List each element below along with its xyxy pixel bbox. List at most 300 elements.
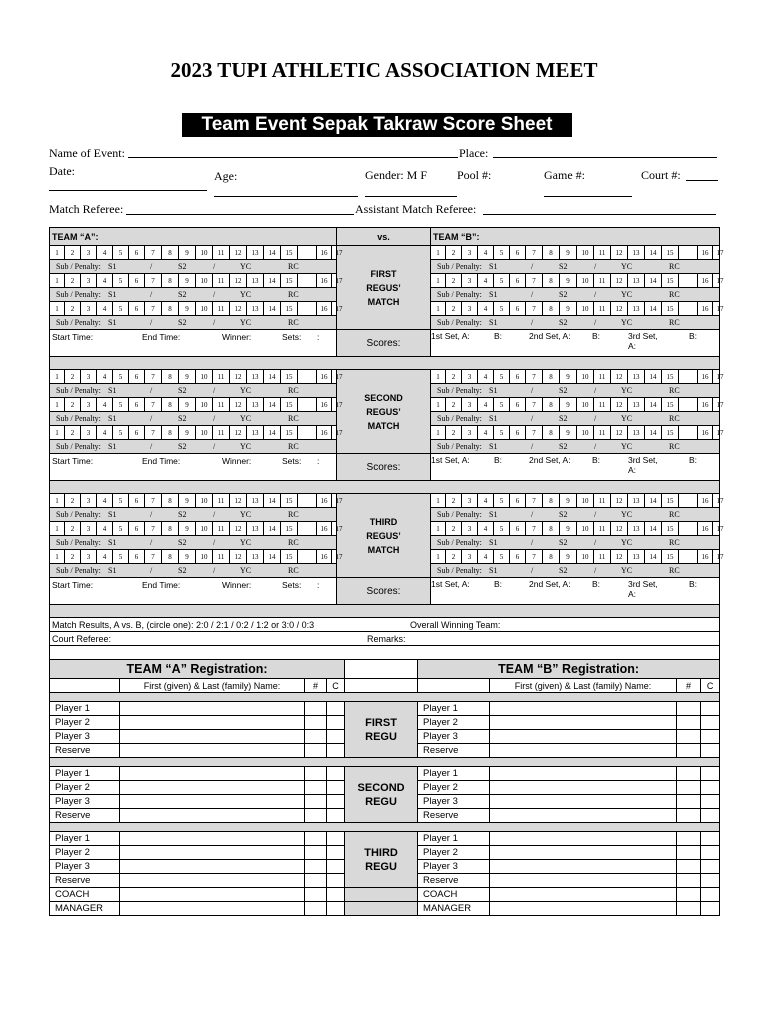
point-box[interactable]: 4	[97, 274, 113, 287]
assistant-referee-line[interactable]	[483, 214, 716, 215]
team-a-cell[interactable]	[50, 302, 343, 316]
sub-penalty-row[interactable]	[50, 536, 336, 549]
sub-penalty-row[interactable]	[50, 316, 336, 329]
point-box[interactable]: 7	[526, 522, 543, 535]
point-box[interactable]: 14	[264, 370, 281, 383]
point-box[interactable]: 7	[145, 246, 162, 259]
point-box[interactable]: 15	[281, 246, 298, 259]
point-box[interactable]: 1	[50, 398, 65, 411]
gender-line[interactable]	[365, 196, 457, 197]
sub-penalty-row[interactable]	[50, 260, 336, 273]
point-box[interactable]: 6	[510, 426, 526, 439]
point-box[interactable]: 4	[478, 246, 494, 259]
entry-cell[interactable]	[305, 832, 327, 846]
point-box[interactable]: 17	[332, 522, 347, 535]
point-box[interactable]: 17	[332, 398, 347, 411]
point-box[interactable]: 13	[247, 274, 264, 287]
team-a-cell[interactable]	[50, 370, 343, 384]
point-box[interactable]: 12	[611, 246, 628, 259]
entry-cell[interactable]	[305, 730, 327, 744]
entry-cell[interactable]	[490, 716, 677, 730]
point-box[interactable]: 9	[179, 398, 196, 411]
entry-cell[interactable]	[327, 730, 345, 744]
point-box[interactable]: 2	[446, 370, 462, 383]
entry-cell[interactable]	[677, 846, 701, 860]
entry-cell[interactable]	[490, 795, 677, 809]
point-box[interactable]: 5	[113, 370, 129, 383]
point-box[interactable]: 10	[196, 494, 213, 507]
point-box[interactable]: 17	[713, 370, 728, 383]
point-box[interactable]: 4	[97, 494, 113, 507]
point-box[interactable]: 15	[281, 398, 298, 411]
point-box[interactable]: 9	[560, 550, 577, 563]
team-a-cell[interactable]	[50, 440, 337, 454]
point-box[interactable]: 17	[713, 274, 728, 287]
point-box[interactable]: 12	[611, 274, 628, 287]
point-box[interactable]: 3	[462, 370, 478, 383]
point-box[interactable]	[298, 302, 317, 315]
point-box[interactable]: 9	[560, 494, 577, 507]
point-box[interactable]: 6	[510, 550, 526, 563]
point-box[interactable]: 16	[317, 522, 332, 535]
point-box[interactable]: 11	[594, 550, 611, 563]
point-box[interactable]: 13	[247, 246, 264, 259]
entry-cell[interactable]	[490, 902, 677, 916]
point-box[interactable]: 3	[81, 426, 97, 439]
sub-penalty-row[interactable]	[431, 412, 719, 425]
point-box[interactable]: 6	[129, 522, 145, 535]
team-b-cell[interactable]	[431, 508, 720, 522]
point-box[interactable]: 6	[510, 522, 526, 535]
entry-cell[interactable]	[120, 716, 305, 730]
point-box[interactable]: 11	[213, 274, 230, 287]
point-box[interactable]: 15	[281, 274, 298, 287]
point-box[interactable]: 3	[462, 246, 478, 259]
point-box[interactable]	[679, 370, 698, 383]
point-box[interactable]: 13	[247, 550, 264, 563]
point-box[interactable]: 8	[543, 494, 560, 507]
point-box[interactable]: 5	[494, 370, 510, 383]
point-box[interactable]: 4	[478, 398, 494, 411]
point-box[interactable]: 3	[81, 246, 97, 259]
point-box[interactable]	[298, 246, 317, 259]
entry-cell[interactable]	[701, 730, 720, 744]
point-box[interactable]: 5	[113, 550, 129, 563]
team-b-cell[interactable]	[431, 398, 724, 412]
entry-cell[interactable]	[120, 874, 305, 888]
point-box[interactable]	[679, 398, 698, 411]
point-box[interactable]: 14	[264, 246, 281, 259]
point-box[interactable]: 13	[628, 302, 645, 315]
point-box[interactable]: 15	[662, 246, 679, 259]
point-box[interactable]: 15	[281, 494, 298, 507]
point-box[interactable]: 5	[494, 550, 510, 563]
point-box[interactable]: 12	[230, 398, 247, 411]
match-info-cell[interactable]	[50, 454, 337, 481]
point-box[interactable]: 4	[478, 274, 494, 287]
point-box[interactable]: 11	[594, 370, 611, 383]
point-box[interactable]: 10	[196, 522, 213, 535]
point-box[interactable]: 10	[196, 274, 213, 287]
point-box[interactable]: 12	[230, 494, 247, 507]
point-box[interactable]: 13	[247, 426, 264, 439]
point-box[interactable]: 12	[611, 550, 628, 563]
point-box[interactable]: 12	[230, 246, 247, 259]
entry-cell[interactable]	[677, 832, 701, 846]
team-a-cell[interactable]	[50, 564, 337, 578]
point-box[interactable]: 11	[213, 302, 230, 315]
entry-cell[interactable]	[305, 860, 327, 874]
point-box[interactable]: 17	[332, 274, 347, 287]
entry-cell[interactable]	[701, 874, 720, 888]
entry-cell[interactable]	[120, 846, 305, 860]
point-box[interactable]: 10	[196, 550, 213, 563]
point-box[interactable]: 12	[230, 522, 247, 535]
entry-cell[interactable]	[120, 781, 305, 795]
entry-cell[interactable]	[327, 795, 345, 809]
point-box[interactable]: 5	[113, 246, 129, 259]
point-box[interactable]: 8	[162, 302, 179, 315]
point-box[interactable]: 3	[462, 494, 478, 507]
point-box[interactable]: 14	[645, 522, 662, 535]
point-box[interactable]: 16	[698, 246, 713, 259]
point-box[interactable]: 4	[478, 426, 494, 439]
team-a-cell[interactable]	[50, 260, 337, 274]
point-box[interactable]: 1	[431, 426, 446, 439]
point-box[interactable]: 9	[179, 426, 196, 439]
point-box[interactable]: 4	[97, 522, 113, 535]
point-box[interactable]: 9	[179, 550, 196, 563]
point-box[interactable]: 14	[645, 398, 662, 411]
entry-cell[interactable]	[327, 888, 345, 902]
point-box[interactable]: 4	[97, 398, 113, 411]
entry-cell[interactable]	[701, 809, 720, 823]
point-box[interactable]: 6	[129, 274, 145, 287]
team-b-cell[interactable]	[431, 274, 724, 288]
point-box[interactable]: 2	[446, 398, 462, 411]
point-box[interactable]: 16	[698, 522, 713, 535]
team-b-cell[interactable]	[431, 536, 720, 550]
point-box[interactable]: 3	[462, 398, 478, 411]
point-box[interactable]: 2	[446, 550, 462, 563]
entry-cell[interactable]	[327, 716, 345, 730]
point-box[interactable]: 13	[628, 370, 645, 383]
point-box[interactable]: 15	[281, 522, 298, 535]
point-box[interactable]: 3	[81, 274, 97, 287]
point-box[interactable]	[298, 398, 317, 411]
point-box[interactable]: 11	[594, 494, 611, 507]
entry-cell[interactable]	[305, 702, 327, 716]
point-box[interactable]: 2	[65, 550, 81, 563]
point-box[interactable]: 13	[247, 522, 264, 535]
point-box[interactable]: 8	[543, 370, 560, 383]
point-box[interactable]: 15	[662, 274, 679, 287]
point-box[interactable]	[298, 370, 317, 383]
point-box[interactable]: 7	[526, 398, 543, 411]
point-box[interactable]: 10	[577, 370, 594, 383]
point-box[interactable]: 9	[560, 522, 577, 535]
point-box[interactable]: 14	[645, 370, 662, 383]
point-box[interactable]: 2	[446, 274, 462, 287]
point-box[interactable]: 3	[462, 522, 478, 535]
point-box[interactable]: 4	[97, 370, 113, 383]
point-box[interactable]: 2	[446, 426, 462, 439]
point-box[interactable]: 8	[162, 398, 179, 411]
point-box[interactable]: 8	[162, 522, 179, 535]
point-box[interactable]: 8	[543, 302, 560, 315]
point-box[interactable]: 11	[213, 246, 230, 259]
point-box[interactable]: 14	[645, 426, 662, 439]
team-b-cell[interactable]	[431, 564, 720, 578]
entry-cell[interactable]	[305, 874, 327, 888]
entry-cell[interactable]	[677, 781, 701, 795]
entry-cell[interactable]	[327, 744, 345, 758]
point-box[interactable]: 5	[494, 246, 510, 259]
entry-cell[interactable]	[490, 744, 677, 758]
point-box[interactable]: 7	[526, 370, 543, 383]
team-b-cell[interactable]	[431, 246, 724, 260]
point-box[interactable]: 17	[713, 302, 728, 315]
point-box[interactable]: 15	[662, 398, 679, 411]
point-box[interactable]: 15	[662, 494, 679, 507]
point-box[interactable]: 6	[129, 398, 145, 411]
point-box[interactable]: 9	[179, 246, 196, 259]
match-info-cell[interactable]	[50, 578, 337, 605]
point-box[interactable]: 10	[577, 398, 594, 411]
entry-cell[interactable]	[677, 902, 701, 916]
point-box[interactable]: 15	[281, 302, 298, 315]
name-of-event-line[interactable]	[128, 157, 458, 158]
point-box[interactable]: 8	[543, 522, 560, 535]
point-box[interactable]: 17	[332, 494, 347, 507]
scores-cell[interactable]	[431, 330, 720, 357]
entry-cell[interactable]	[327, 832, 345, 846]
point-box[interactable]: 14	[645, 494, 662, 507]
team-a-cell[interactable]	[50, 412, 337, 426]
point-box[interactable]: 2	[446, 246, 462, 259]
point-box[interactable]: 14	[264, 274, 281, 287]
point-box[interactable]: 13	[628, 274, 645, 287]
point-box[interactable]: 3	[81, 550, 97, 563]
point-box[interactable]: 16	[698, 550, 713, 563]
point-box[interactable]: 5	[113, 302, 129, 315]
entry-cell[interactable]	[327, 902, 345, 916]
point-box[interactable]: 9	[560, 426, 577, 439]
point-box[interactable]: 8	[543, 274, 560, 287]
entry-cell[interactable]	[120, 888, 305, 902]
point-box[interactable]	[679, 274, 698, 287]
point-box[interactable]: 16	[698, 302, 713, 315]
team-b-cell[interactable]	[431, 302, 724, 316]
point-box[interactable]: 16	[698, 274, 713, 287]
entry-cell[interactable]	[305, 809, 327, 823]
point-box[interactable]: 15	[281, 426, 298, 439]
point-box[interactable]: 10	[577, 494, 594, 507]
sub-penalty-row[interactable]	[50, 508, 336, 521]
point-box[interactable]: 8	[543, 246, 560, 259]
point-box[interactable]: 9	[179, 522, 196, 535]
entry-cell[interactable]	[677, 874, 701, 888]
point-box[interactable]: 10	[577, 274, 594, 287]
point-box[interactable]: 7	[145, 370, 162, 383]
point-box[interactable]: 1	[431, 550, 446, 563]
point-box[interactable]: 1	[50, 302, 65, 315]
point-box[interactable]: 15	[662, 302, 679, 315]
point-box[interactable]: 15	[662, 370, 679, 383]
entry-cell[interactable]	[701, 795, 720, 809]
point-box[interactable]: 9	[179, 370, 196, 383]
point-box[interactable]: 14	[645, 302, 662, 315]
team-a-cell[interactable]	[50, 494, 343, 508]
point-box[interactable]: 14	[264, 426, 281, 439]
team-a-cell[interactable]	[50, 550, 343, 564]
point-box[interactable]: 1	[431, 274, 446, 287]
team-b-cell[interactable]	[431, 260, 720, 274]
point-box[interactable]: 2	[65, 246, 81, 259]
entry-cell[interactable]	[677, 702, 701, 716]
entry-cell[interactable]	[701, 744, 720, 758]
entry-cell[interactable]	[327, 860, 345, 874]
point-box[interactable]: 16	[698, 494, 713, 507]
point-box[interactable]: 16	[698, 426, 713, 439]
entry-cell[interactable]	[677, 716, 701, 730]
point-box[interactable]: 8	[162, 426, 179, 439]
point-box[interactable]: 10	[577, 522, 594, 535]
entry-cell[interactable]	[120, 702, 305, 716]
entry-cell[interactable]	[701, 781, 720, 795]
point-box[interactable]: 4	[478, 550, 494, 563]
team-b-cell[interactable]	[431, 550, 724, 564]
point-box[interactable]: 16	[317, 550, 332, 563]
point-box[interactable]: 12	[230, 302, 247, 315]
point-box[interactable]: 13	[628, 426, 645, 439]
point-box[interactable]: 8	[162, 494, 179, 507]
point-box[interactable]: 1	[50, 522, 65, 535]
point-box[interactable]: 7	[145, 426, 162, 439]
point-box[interactable]: 13	[628, 550, 645, 563]
point-box[interactable]: 5	[494, 522, 510, 535]
entry-cell[interactable]	[677, 809, 701, 823]
team-a-cell[interactable]	[50, 398, 343, 412]
court-referee-row[interactable]	[50, 632, 720, 646]
point-box[interactable]: 2	[65, 302, 81, 315]
sub-penalty-row[interactable]	[50, 288, 336, 301]
point-box[interactable]: 9	[560, 370, 577, 383]
entry-cell[interactable]	[490, 846, 677, 860]
entry-cell[interactable]	[305, 902, 327, 916]
point-box[interactable]: 5	[113, 522, 129, 535]
point-box[interactable]: 15	[281, 550, 298, 563]
point-box[interactable]	[298, 494, 317, 507]
point-box[interactable]: 13	[247, 370, 264, 383]
point-box[interactable]: 3	[462, 426, 478, 439]
team-b-cell[interactable]	[431, 384, 720, 398]
entry-cell[interactable]	[327, 767, 345, 781]
entry-cell[interactable]	[305, 846, 327, 860]
point-box[interactable]: 9	[179, 494, 196, 507]
point-box[interactable]: 2	[65, 494, 81, 507]
scores-cell[interactable]	[431, 454, 720, 481]
point-box[interactable]	[679, 494, 698, 507]
point-box[interactable]: 7	[526, 426, 543, 439]
point-box[interactable]: 7	[526, 246, 543, 259]
point-box[interactable]: 9	[560, 302, 577, 315]
point-box[interactable]: 11	[213, 550, 230, 563]
point-box[interactable]: 14	[264, 550, 281, 563]
team-b-cell[interactable]	[431, 412, 720, 426]
team-a-cell[interactable]	[50, 288, 337, 302]
point-box[interactable]: 9	[560, 274, 577, 287]
team-a-cell[interactable]	[50, 508, 337, 522]
point-box[interactable]: 8	[543, 426, 560, 439]
point-box[interactable]: 2	[65, 370, 81, 383]
point-box[interactable]: 13	[628, 246, 645, 259]
point-box[interactable]: 5	[113, 398, 129, 411]
point-box[interactable]	[298, 426, 317, 439]
point-box[interactable]: 7	[145, 550, 162, 563]
point-box[interactable]: 14	[645, 274, 662, 287]
sub-penalty-row[interactable]	[50, 440, 336, 453]
point-box[interactable]: 9	[560, 398, 577, 411]
point-box[interactable]: 13	[628, 522, 645, 535]
point-box[interactable]: 1	[50, 550, 65, 563]
point-box[interactable]: 14	[264, 398, 281, 411]
point-box[interactable]: 4	[97, 550, 113, 563]
entry-cell[interactable]	[677, 888, 701, 902]
point-box[interactable]: 6	[510, 398, 526, 411]
game-line[interactable]	[544, 196, 632, 197]
point-box[interactable]: 4	[478, 494, 494, 507]
point-box[interactable]: 4	[478, 522, 494, 535]
point-box[interactable]: 16	[317, 494, 332, 507]
point-box[interactable]: 5	[494, 398, 510, 411]
team-a-cell[interactable]	[50, 522, 343, 536]
point-box[interactable]: 6	[510, 274, 526, 287]
point-box[interactable]: 9	[179, 274, 196, 287]
point-box[interactable]: 17	[332, 246, 347, 259]
entry-cell[interactable]	[490, 809, 677, 823]
point-box[interactable]: 10	[577, 302, 594, 315]
team-b-cell[interactable]	[431, 494, 724, 508]
point-box[interactable]: 12	[611, 426, 628, 439]
point-box[interactable]: 13	[628, 398, 645, 411]
team-a-cell[interactable]	[50, 316, 337, 330]
point-box[interactable]: 11	[594, 522, 611, 535]
sub-penalty-row[interactable]	[431, 440, 719, 453]
entry-cell[interactable]	[677, 860, 701, 874]
point-box[interactable]: 1	[50, 370, 65, 383]
sub-penalty-row[interactable]	[431, 564, 719, 577]
team-a-cell[interactable]	[50, 426, 343, 440]
sub-penalty-row[interactable]	[431, 288, 719, 301]
point-box[interactable]: 4	[478, 302, 494, 315]
team-b-cell[interactable]	[431, 370, 724, 384]
point-box[interactable]	[298, 550, 317, 563]
point-box[interactable]: 3	[81, 370, 97, 383]
point-box[interactable]: 10	[196, 398, 213, 411]
entry-cell[interactable]	[490, 874, 677, 888]
entry-cell[interactable]	[701, 702, 720, 716]
point-box[interactable]: 16	[698, 370, 713, 383]
point-box[interactable]: 3	[81, 522, 97, 535]
entry-cell[interactable]	[305, 716, 327, 730]
point-box[interactable]: 4	[97, 426, 113, 439]
point-box[interactable]: 12	[611, 494, 628, 507]
point-box[interactable]	[679, 550, 698, 563]
point-box[interactable]: 17	[713, 398, 728, 411]
point-box[interactable]: 17	[713, 426, 728, 439]
point-box[interactable]: 6	[510, 494, 526, 507]
